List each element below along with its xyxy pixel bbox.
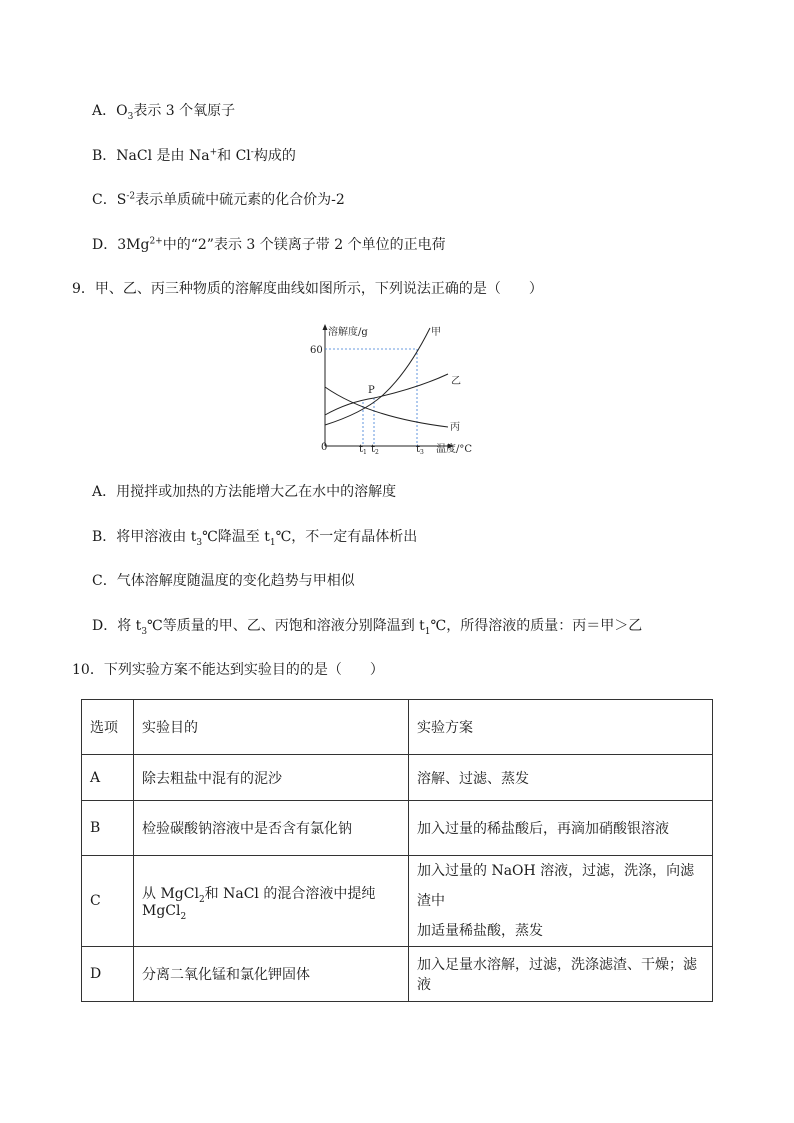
x-tick-label-t2: $t_2$ [371, 444, 379, 456]
row-plan: 加入过量的稀盐酸后，再滴加硝酸银溶液 [409, 801, 713, 856]
q9-option-c: C．气体溶解度随温度的变化趋势与甲相似 [92, 573, 355, 589]
series-label-jia: 甲 [431, 327, 441, 338]
table-row [82, 856, 713, 947]
header-goal: 实验目的 [134, 700, 409, 755]
q9-option-d: D．将 $t_3℃$等质量的甲、乙、丙饱和溶液分别降温到 $t_1℃$，所得溶液的质量：丙＝甲＞乙 [92, 618, 643, 637]
q8-option-b: B．NaCl 是由 Na+和 Cl-构成的 [92, 147, 296, 164]
option-letter: C． [92, 192, 117, 208]
x-axis-label: 温度/°C [436, 444, 473, 455]
row-plan: 加入足量水溶解，过滤，洗涤滤渣、干燥；滤液 [409, 947, 713, 1002]
option-letter: A． [92, 103, 117, 119]
series-label-yi: 乙 [451, 376, 461, 387]
table-row [82, 801, 713, 856]
point-p-label: P [368, 385, 375, 396]
row-goal: 从 MgCl$_2$和 NaCl 的混合溶液中提纯 MgCl$_2$ [134, 856, 409, 947]
table-row [82, 755, 713, 801]
row-option: D [82, 947, 134, 1002]
table-row [82, 947, 713, 1002]
series-bing-curve [325, 387, 448, 427]
q9-option-b: B．将甲溶液由 $t_3℃$降温至 $t_1℃$，不一定有晶体析出 [92, 529, 418, 548]
y-tick-label: 60 [310, 345, 323, 356]
series-jia-curve [325, 328, 430, 425]
q9-option-a: A．用搅拌或加热的方法能增大乙在水中的溶解度 [92, 484, 397, 500]
q9-stem: 9．甲、乙、丙三种物质的溶解度曲线如图所示，下列说法正确的是（ ） [72, 281, 543, 297]
row-option: A [82, 755, 134, 801]
origin-label: 0 [321, 442, 328, 453]
row-plan: 溶解、过滤、蒸发 [409, 755, 713, 801]
table-header-row [82, 700, 713, 755]
series-yi-curve [325, 374, 448, 415]
q8-option-c: C．$S^{-2}$表示单质硫中硫元素的化合价为-2 [92, 191, 345, 208]
option-letter: D． [92, 237, 118, 253]
row-goal: 分离二氧化锰和氯化钾固体 [134, 947, 409, 1002]
series-label-bing: 丙 [450, 422, 460, 433]
x-tick-label-t1: $t_1$ [359, 444, 367, 456]
header-plan: 实验方案 [409, 700, 713, 755]
row-plan: 加入过量的 NaOH 溶液，过滤，洗涤，向滤渣中 加适量稀盐酸，蒸发 [409, 856, 713, 947]
row-option: B [82, 801, 134, 856]
y-axis-arrow [323, 324, 328, 330]
q10-stem: 10．下列实验方案不能达到实验目的的是（ ） [72, 662, 384, 678]
x-tick-label-t3: $t_3$ [416, 444, 424, 456]
q8-option-d: D．$3Mg^{2+}$中的“2”表示 3 个镁离子带 2 个单位的正电荷 [92, 236, 446, 253]
option-letter: B． [92, 148, 117, 164]
row-goal: 检验碳酸钠溶液中是否含有氯化钠 [134, 801, 409, 856]
y-axis-label: 溶解度/g [328, 327, 368, 338]
q8-option-a: A．$O_3$表示 3 个氧原子 [92, 103, 236, 122]
header-option: 选项 [82, 700, 134, 755]
solubility-chart [308, 322, 488, 458]
experiment-table [81, 699, 713, 1002]
row-goal: 除去粗盐中混有的泥沙 [134, 755, 409, 801]
row-option: C [82, 856, 134, 947]
